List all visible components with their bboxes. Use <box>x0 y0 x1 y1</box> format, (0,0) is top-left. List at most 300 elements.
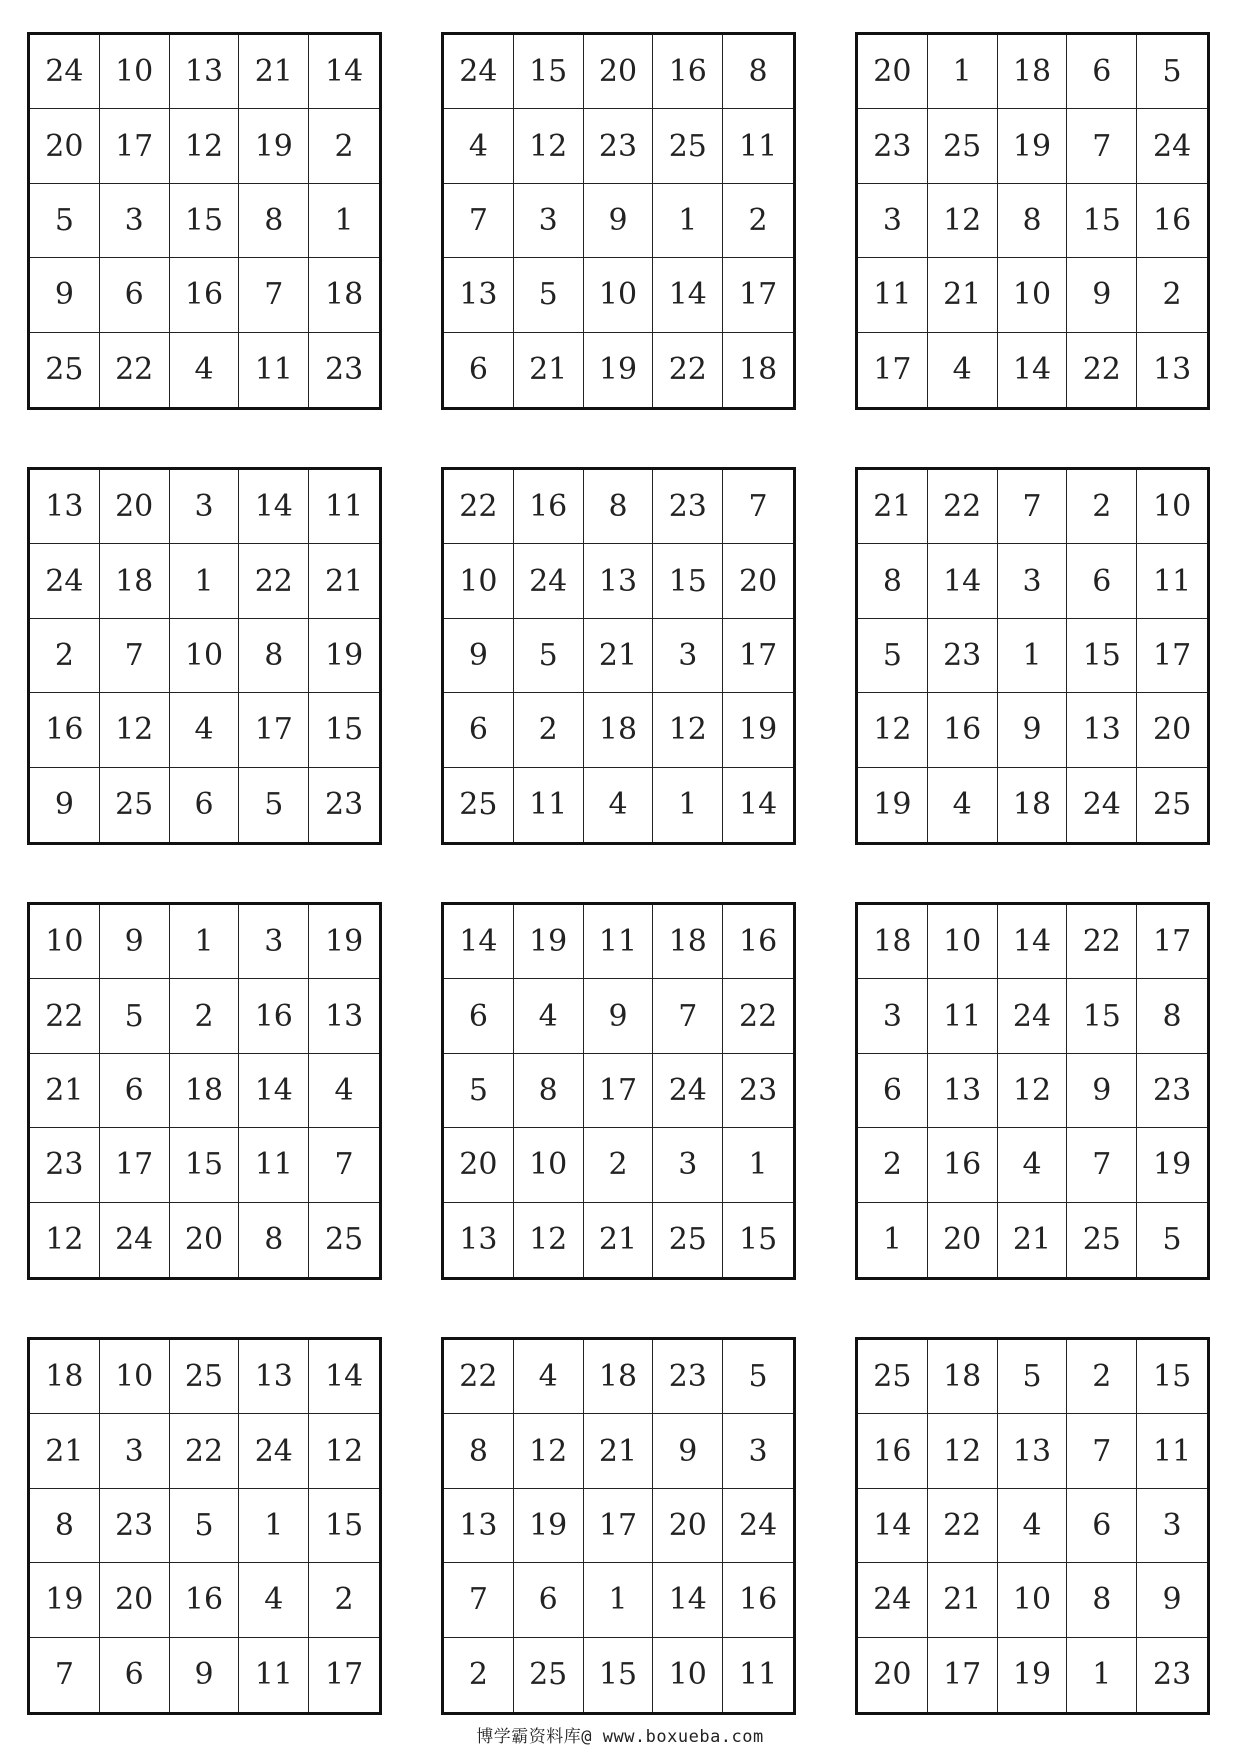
grid-cell: 14 <box>998 333 1068 407</box>
grid-cell: 20 <box>858 35 928 109</box>
grid-cell: 8 <box>514 1054 584 1128</box>
schulte-grid-12 <box>855 1337 1210 1715</box>
grid-cell: 25 <box>858 1340 928 1414</box>
grid-cell: 23 <box>100 1489 170 1563</box>
grid-cell: 14 <box>653 258 723 332</box>
grid-cell: 4 <box>444 109 514 183</box>
grid-cell: 15 <box>1067 979 1137 1053</box>
grid-cell: 18 <box>928 1340 998 1414</box>
grid-cell: 21 <box>514 333 584 407</box>
grid-cell: 2 <box>1067 1340 1137 1414</box>
grid-cell: 19 <box>309 905 379 979</box>
grid-cell: 3 <box>723 1414 793 1488</box>
grid-cell: 23 <box>30 1128 100 1202</box>
grid-cell: 24 <box>30 544 100 618</box>
grid-cell: 1 <box>170 544 240 618</box>
grid-cell: 5 <box>1162 1222 1182 1258</box>
grid-cell: 8 <box>1067 1563 1137 1637</box>
grid-cell: 18 <box>100 544 170 618</box>
grid-cell: 24 <box>653 1054 723 1128</box>
grid-cell: 23 <box>584 109 654 183</box>
grid-cell: 19 <box>723 693 793 767</box>
grid-cell: 13 <box>1153 352 1192 388</box>
grid-cell: 21 <box>928 1563 998 1637</box>
grid-cell: 7 <box>723 470 793 544</box>
grid-cell: 7 <box>444 184 514 258</box>
grid-cell: 25 <box>1067 1203 1137 1277</box>
grid-cell: 4 <box>514 1340 584 1414</box>
grid-cell: 11 <box>739 1657 778 1693</box>
grid-cell: 5 <box>170 1489 240 1563</box>
grid-cell: 6 <box>100 1638 170 1712</box>
grid-cell: 6 <box>514 1563 584 1637</box>
grid-cell: 8 <box>858 544 928 618</box>
grid-cell: 3 <box>858 184 928 258</box>
grid-cell: 21 <box>858 470 928 544</box>
grid-cell: 20 <box>653 1489 723 1563</box>
grid-cell: 13 <box>444 258 514 332</box>
grid-cell: 8 <box>239 184 309 258</box>
grid-cell: 18 <box>739 352 778 388</box>
grid-cell: 2 <box>1137 258 1207 332</box>
grid-cell: 24 <box>723 1489 793 1563</box>
grid-cell: 7 <box>239 258 309 332</box>
grid-cell: 12 <box>928 1414 998 1488</box>
grid-cell: 22 <box>100 333 170 407</box>
schulte-grid-7 <box>27 902 382 1280</box>
grid-cell: 5 <box>100 979 170 1053</box>
schulte-grid-11 <box>441 1337 796 1715</box>
grid-cell: 6 <box>170 768 240 842</box>
grid-cell: 2 <box>170 979 240 1053</box>
grid-cell: 3 <box>998 544 1068 618</box>
grid-cell: 12 <box>514 1203 584 1277</box>
grid-cell: 19 <box>584 333 654 407</box>
grid-cell: 15 <box>309 693 379 767</box>
grid-cell: 10 <box>30 905 100 979</box>
grid-cell: 10 <box>653 1638 723 1712</box>
grid-cell: 20 <box>170 1203 240 1277</box>
grid-cell: 7 <box>100 619 170 693</box>
grid-cell: 3 <box>514 184 584 258</box>
grid-cell: 13 <box>1067 693 1137 767</box>
grid-cell: 21 <box>30 1054 100 1128</box>
grid-cell: 11 <box>928 979 998 1053</box>
grid-cell: 5 <box>858 619 928 693</box>
grid-cell: 5 <box>998 1340 1068 1414</box>
grid-cell: 12 <box>309 1414 379 1488</box>
grid-cell: 23 <box>928 619 998 693</box>
grid-cell: 15 <box>1067 619 1137 693</box>
grid-cell: 1 <box>858 1203 928 1277</box>
grid-cell: 12 <box>858 693 928 767</box>
grid-cell: 15 <box>653 544 723 618</box>
grid-cell: 12 <box>653 693 723 767</box>
grid-cell: 12 <box>100 693 170 767</box>
grid-cell: 9 <box>998 693 1068 767</box>
grid-cell: 2 <box>723 184 793 258</box>
grid-cell: 19 <box>998 1638 1068 1712</box>
grid-cell: 22 <box>170 1414 240 1488</box>
grid-cell: 19 <box>514 905 584 979</box>
grid-cell: 18 <box>170 1054 240 1128</box>
grid-cell: 1 <box>653 768 723 842</box>
grid-cell: 20 <box>858 1638 928 1712</box>
grid-cell: 11 <box>858 258 928 332</box>
grid-cell: 16 <box>928 1128 998 1202</box>
grid-cell: 20 <box>928 1203 998 1277</box>
grid-cell: 22 <box>928 470 998 544</box>
grid-cell: 9 <box>30 258 100 332</box>
grid-cell: 7 <box>1067 1414 1137 1488</box>
grid-cell: 9 <box>1067 1054 1137 1128</box>
grid-cell: 10 <box>100 1340 170 1414</box>
grid-cell: 3 <box>1137 1489 1207 1563</box>
grid-cell: 15 <box>1067 184 1137 258</box>
grid-cell: 19 <box>514 1489 584 1563</box>
grid-cell: 16 <box>723 905 793 979</box>
grid-cell: 11 <box>239 333 309 407</box>
grid-cell: 19 <box>239 109 309 183</box>
grid-cell: 21 <box>998 1203 1068 1277</box>
grid-cell: 15 <box>309 1489 379 1563</box>
grid-cell: 3 <box>239 905 309 979</box>
grid-cell: 21 <box>584 1203 654 1277</box>
grid-cell: 7 <box>444 1563 514 1637</box>
grid-cell: 10 <box>584 258 654 332</box>
grid-cell: 20 <box>444 1128 514 1202</box>
grid-cell: 25 <box>170 1340 240 1414</box>
grid-cell: 18 <box>584 693 654 767</box>
grid-cell: 4 <box>170 333 240 407</box>
grid-cell: 13 <box>928 1054 998 1128</box>
grid-cell: 19 <box>998 109 1068 183</box>
grid-cell: 23 <box>325 352 364 388</box>
grid-cell: 6 <box>100 258 170 332</box>
grid-cell: 23 <box>653 1340 723 1414</box>
grid-cell: 25 <box>653 109 723 183</box>
grid-cell: 14 <box>309 1340 379 1414</box>
grid-cell: 6 <box>100 1054 170 1128</box>
grid-cell: 24 <box>444 35 514 109</box>
grid-cell: 22 <box>444 1340 514 1414</box>
grid-cell: 12 <box>30 1203 100 1277</box>
grid-cell: 13 <box>30 470 100 544</box>
grid-cell: 4 <box>928 333 998 407</box>
grid-cell: 8 <box>444 1414 514 1488</box>
grid-cell: 24 <box>998 979 1068 1053</box>
grid-cell: 15 <box>170 184 240 258</box>
grid-cell: 16 <box>30 693 100 767</box>
grid-cell: 7 <box>1067 109 1137 183</box>
grid-cell: 11 <box>239 1638 309 1712</box>
grid-cell: 5 <box>514 258 584 332</box>
grid-cell: 2 <box>444 1638 514 1712</box>
grid-cell: 4 <box>309 1054 379 1128</box>
grid-cell: 4 <box>239 1563 309 1637</box>
grid-cell: 22 <box>1067 905 1137 979</box>
grid-cell: 22 <box>1067 333 1137 407</box>
grid-cell: 25 <box>444 768 514 842</box>
grid-cell: 7 <box>998 470 1068 544</box>
grid-cell: 16 <box>514 470 584 544</box>
grid-cell: 9 <box>584 979 654 1053</box>
grid-cell: 14 <box>239 1054 309 1128</box>
grid-cell: 10 <box>998 1563 1068 1637</box>
grid-cell: 17 <box>100 109 170 183</box>
grid-cell: 8 <box>998 184 1068 258</box>
grid-cell: 20 <box>723 544 793 618</box>
grid-cell: 20 <box>100 1563 170 1637</box>
grid-cell: 8 <box>30 1489 100 1563</box>
grid-cell: 17 <box>1137 905 1207 979</box>
grid-cell: 5 <box>1137 35 1207 109</box>
grid-cell: 3 <box>100 1414 170 1488</box>
grid-cell: 25 <box>928 109 998 183</box>
grid-cell: 8 <box>584 470 654 544</box>
grid-cell: 1 <box>170 905 240 979</box>
grid-cell: 9 <box>1137 1563 1207 1637</box>
grid-cell: 11 <box>239 1128 309 1202</box>
grid-cell: 12 <box>928 184 998 258</box>
grid-cell: 22 <box>239 544 309 618</box>
grid-cell: 17 <box>584 1054 654 1128</box>
grid-cell: 9 <box>444 619 514 693</box>
grid-cell: 2 <box>309 109 379 183</box>
grid-cell: 21 <box>309 544 379 618</box>
grid-cell: 20 <box>1137 693 1207 767</box>
grid-cell: 22 <box>653 333 723 407</box>
grid-cell: 1 <box>998 619 1068 693</box>
grid-cell: 25 <box>100 768 170 842</box>
grid-cell: 5 <box>444 1054 514 1128</box>
grid-cell: 12 <box>998 1054 1068 1128</box>
grid-cell: 11 <box>309 470 379 544</box>
grid-cell: 17 <box>239 693 309 767</box>
grid-cell: 23 <box>1153 1657 1192 1693</box>
grid-cell: 21 <box>928 258 998 332</box>
grid-cell: 13 <box>584 544 654 618</box>
grid-cell: 14 <box>309 35 379 109</box>
grid-cell: 10 <box>998 258 1068 332</box>
grid-cell: 9 <box>170 1638 240 1712</box>
grid-cell: 13 <box>444 1489 514 1563</box>
grid-cell: 18 <box>653 905 723 979</box>
grid-cell: 1 <box>723 1128 793 1202</box>
grid-cell: 1 <box>653 184 723 258</box>
grid-cell: 3 <box>653 619 723 693</box>
grid-cell: 24 <box>1137 109 1207 183</box>
grid-cell: 1 <box>239 1489 309 1563</box>
grid-cell: 18 <box>309 258 379 332</box>
grid-cell: 9 <box>653 1414 723 1488</box>
grid-cell: 2 <box>858 1128 928 1202</box>
grid-cell: 4 <box>584 768 654 842</box>
grid-cell: 25 <box>653 1203 723 1277</box>
grid-cell: 20 <box>584 35 654 109</box>
grid-cell: 24 <box>1067 768 1137 842</box>
grid-cell: 7 <box>309 1128 379 1202</box>
grid-cell: 16 <box>239 979 309 1053</box>
grid-cell: 20 <box>100 470 170 544</box>
schulte-grid-4 <box>27 467 382 845</box>
grid-cell: 15 <box>739 1222 778 1258</box>
grid-cell: 14 <box>858 1489 928 1563</box>
grid-cell: 14 <box>444 905 514 979</box>
grid-cell: 17 <box>325 1657 364 1693</box>
grid-cell: 17 <box>723 619 793 693</box>
footer-watermark: 博学霸资料库@ www.boxueba.com <box>476 1727 764 1747</box>
grid-cell: 6 <box>1067 1489 1137 1563</box>
grid-cell: 4 <box>998 1128 1068 1202</box>
grid-cell: 15 <box>514 35 584 109</box>
grid-cell: 11 <box>723 109 793 183</box>
grid-cell: 12 <box>170 109 240 183</box>
grid-cell: 9 <box>1067 258 1137 332</box>
grid-cell: 7 <box>653 979 723 1053</box>
grid-cell: 17 <box>1137 619 1207 693</box>
grid-cell: 9 <box>584 184 654 258</box>
grid-cell: 10 <box>100 35 170 109</box>
grid-cell: 10 <box>170 619 240 693</box>
grid-cell: 7 <box>30 1638 100 1712</box>
grid-cell: 4 <box>170 693 240 767</box>
grid-cell: 5 <box>239 768 309 842</box>
grid-cell: 7 <box>1067 1128 1137 1202</box>
grid-cell: 18 <box>858 905 928 979</box>
grid-cell: 25 <box>30 333 100 407</box>
grid-cell: 1 <box>1067 1638 1137 1712</box>
grid-cell: 16 <box>723 1563 793 1637</box>
grid-cell: 3 <box>170 470 240 544</box>
grid-cell: 16 <box>170 1563 240 1637</box>
grid-cell: 2 <box>1067 470 1137 544</box>
grid-cell: 11 <box>1137 544 1207 618</box>
grid-cell: 21 <box>30 1414 100 1488</box>
grid-cell: 2 <box>309 1563 379 1637</box>
grid-cell: 14 <box>239 470 309 544</box>
grid-cell: 14 <box>739 787 778 823</box>
grid-cell: 24 <box>30 35 100 109</box>
grid-cell: 23 <box>653 470 723 544</box>
grid-cell: 1 <box>928 35 998 109</box>
grid-cell: 6 <box>444 693 514 767</box>
grid-cell: 19 <box>30 1563 100 1637</box>
grid-cell: 22 <box>30 979 100 1053</box>
grid-cell: 24 <box>858 1563 928 1637</box>
grid-cell: 22 <box>928 1489 998 1563</box>
grid-cell: 8 <box>239 1203 309 1277</box>
grid-cell: 18 <box>998 35 1068 109</box>
schulte-grid-10 <box>27 1337 382 1715</box>
grid-cell: 16 <box>928 693 998 767</box>
grid-cell: 1 <box>309 184 379 258</box>
grid-cell: 22 <box>444 470 514 544</box>
grid-cell: 2 <box>584 1128 654 1202</box>
grid-cell: 24 <box>100 1203 170 1277</box>
grid-cell: 17 <box>723 258 793 332</box>
grid-cell: 8 <box>239 619 309 693</box>
grid-cell: 21 <box>239 35 309 109</box>
grid-cell: 23 <box>1137 1054 1207 1128</box>
grid-cell: 19 <box>309 619 379 693</box>
grid-cell: 19 <box>1137 1128 1207 1202</box>
grid-cell: 10 <box>514 1128 584 1202</box>
schulte-grid-5 <box>441 467 796 845</box>
grid-cell: 14 <box>653 1563 723 1637</box>
grid-cell: 10 <box>1137 470 1207 544</box>
grid-cell: 6 <box>444 979 514 1053</box>
grid-cell: 6 <box>1067 544 1137 618</box>
grid-cell: 1 <box>584 1563 654 1637</box>
grid-cell: 16 <box>1137 184 1207 258</box>
grid-cell: 5 <box>30 184 100 258</box>
grid-cell: 22 <box>723 979 793 1053</box>
grid-cell: 14 <box>998 905 1068 979</box>
schulte-grid-9 <box>855 902 1210 1280</box>
grid-cell: 25 <box>514 1638 584 1712</box>
grid-cell: 13 <box>998 1414 1068 1488</box>
schulte-grid-3 <box>855 32 1210 410</box>
grid-cell: 18 <box>30 1340 100 1414</box>
grid-cell: 24 <box>239 1414 309 1488</box>
grid-cell: 25 <box>1153 787 1192 823</box>
grid-cell: 15 <box>584 1638 654 1712</box>
grid-cell: 13 <box>170 35 240 109</box>
grid-cell: 6 <box>444 333 514 407</box>
grid-cell: 13 <box>239 1340 309 1414</box>
grid-cell: 9 <box>30 768 100 842</box>
grid-cell: 17 <box>584 1489 654 1563</box>
grid-cell: 21 <box>584 619 654 693</box>
grid-cell: 13 <box>309 979 379 1053</box>
grid-cell: 17 <box>858 333 928 407</box>
grid-cell: 2 <box>30 619 100 693</box>
schulte-grid-2 <box>441 32 796 410</box>
grid-cell: 3 <box>858 979 928 1053</box>
grid-cell: 4 <box>928 768 998 842</box>
grid-cell: 14 <box>928 544 998 618</box>
grid-cell: 15 <box>170 1128 240 1202</box>
grid-cell: 8 <box>723 35 793 109</box>
grid-cell: 23 <box>723 1054 793 1128</box>
grid-cell: 11 <box>514 768 584 842</box>
schulte-grid-6 <box>855 467 1210 845</box>
grid-cell: 11 <box>1137 1414 1207 1488</box>
grid-cell: 4 <box>514 979 584 1053</box>
grid-cell: 23 <box>325 787 364 823</box>
grid-cell: 16 <box>653 35 723 109</box>
grid-cell: 16 <box>170 258 240 332</box>
grid-cell: 9 <box>100 905 170 979</box>
grid-cell: 24 <box>514 544 584 618</box>
grid-cell: 16 <box>858 1414 928 1488</box>
grid-cell: 15 <box>1137 1340 1207 1414</box>
grid-cell: 17 <box>928 1638 998 1712</box>
grid-cell: 3 <box>653 1128 723 1202</box>
grid-cell: 19 <box>858 768 928 842</box>
grid-cell: 21 <box>584 1414 654 1488</box>
grid-cell: 10 <box>928 905 998 979</box>
grid-cell: 25 <box>325 1222 364 1258</box>
grid-cell: 3 <box>100 184 170 258</box>
grid-cell: 11 <box>584 905 654 979</box>
grid-cell: 20 <box>30 109 100 183</box>
grid-cell: 23 <box>858 109 928 183</box>
grid-cell: 12 <box>514 109 584 183</box>
grid-cell: 4 <box>998 1489 1068 1563</box>
grid-cell: 13 <box>444 1203 514 1277</box>
